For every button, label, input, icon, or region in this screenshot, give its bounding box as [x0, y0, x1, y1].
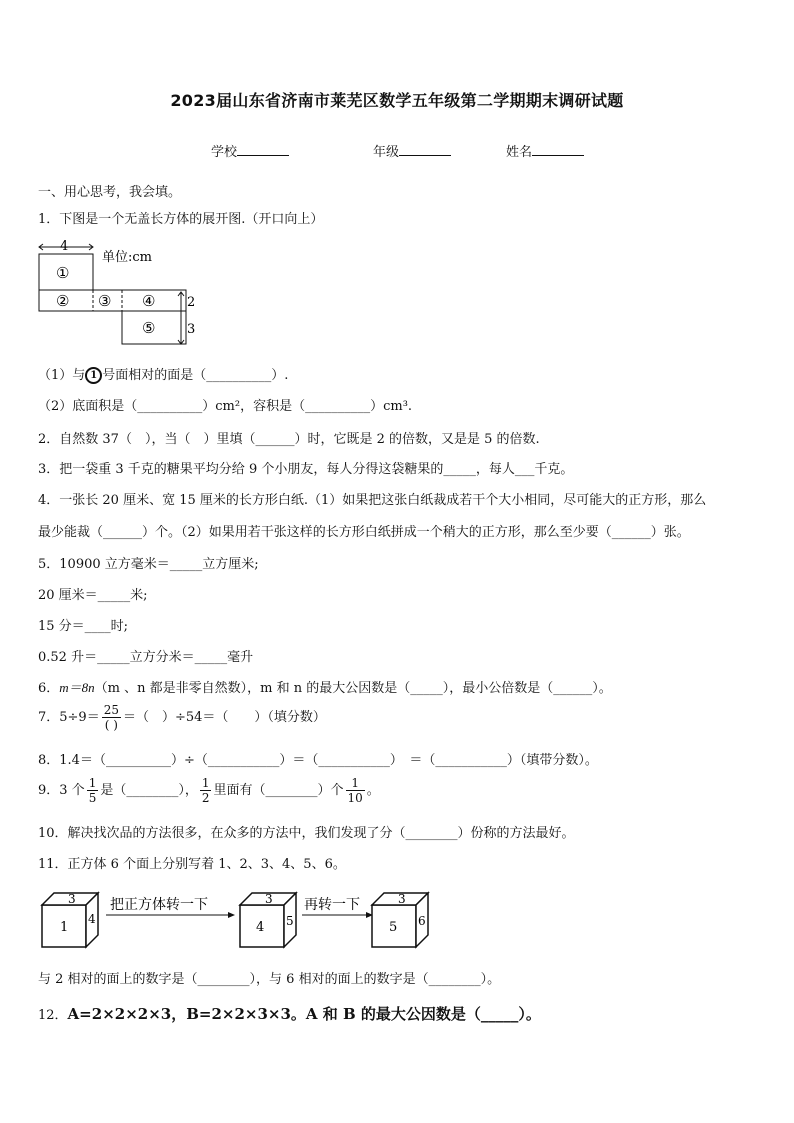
face-1-circle: 1: [85, 367, 102, 384]
q6-number: 6．: [38, 681, 60, 696]
unit-label: 单位:cm: [102, 250, 152, 265]
cube-1-top-label: 3: [68, 892, 76, 906]
question-8: 8．1.4＝（__________）÷（___________）＝（___________） ＝（___________）（填带分数）。: [38, 753, 598, 768]
arrow-2-label: 再转一下: [304, 897, 360, 913]
question-5-line-1: 5．10900 立方毫米＝_____立方厘米;: [38, 557, 259, 572]
question-5-line-4: 0.52 升＝_____立方分米＝_____毫升: [38, 650, 254, 665]
face-1-label: ①: [56, 264, 70, 282]
grade-field: [373, 141, 451, 160]
face-3-label: ③: [98, 292, 112, 310]
dim-3-label: 3: [187, 322, 196, 337]
question-1: 1．下图是一个无盖长方体的展开图.（开口向上）: [38, 212, 324, 227]
arrow-2: [302, 897, 373, 918]
q9-text-2: 里面有（________）个: [213, 783, 344, 798]
q7-text: ＝（ ）÷54＝（ ）（填分数）: [123, 710, 326, 725]
q9-fraction-3: [346, 776, 365, 805]
q1-sub1-prefix: （1）与: [38, 368, 86, 383]
question-1-part-1: [38, 364, 288, 384]
cube-3-top-label: 3: [398, 892, 406, 906]
q9-f1-numerator: 1: [88, 776, 97, 790]
question-6: [38, 677, 612, 696]
q9-f3-numerator: 1: [346, 776, 365, 791]
q9-f2-denominator: 2: [201, 791, 210, 805]
q9-end: 。: [366, 783, 380, 798]
grade-label: 年级: [373, 145, 400, 160]
grade-blank[interactable]: [399, 143, 451, 156]
q9-f3-denominator: 10: [347, 791, 363, 805]
q9-fraction-1: [87, 776, 99, 805]
name-label: 姓名: [506, 145, 533, 160]
face-2-label: ②: [56, 292, 70, 310]
q1-sub1-text: 号面相对的面是（__________）.: [102, 368, 289, 383]
question-11: 11．正方体 6 个面上分别写着 1、2、3、4、5、6。: [38, 857, 346, 872]
question-4-line-1: 4．一张长 20 厘米、宽 15 厘米的长方形白纸.（1）如果把这张白纸裁成若干个大小相同，尽可能大的正方形，那么: [38, 493, 707, 508]
cube-3-side-label: 6: [418, 914, 426, 928]
section-heading: 一、用心思考，我会填。: [38, 185, 182, 200]
question-7: [38, 703, 326, 732]
question-2: 2．自然数 37（ ），当（ ）里填（______）时，它既是 2 的倍数，又是是 5 的倍数.: [38, 432, 540, 447]
q7-numerator: 25: [103, 703, 119, 717]
cube-1-front-label: 1: [60, 920, 69, 935]
q12-number: 12．: [38, 1008, 68, 1023]
cube-1-side-label: 4: [88, 912, 96, 926]
q12-text: A=2×2×2×3，B=2×2×3×3。A 和 B 的最大公因数是（_____）。: [67, 1005, 541, 1023]
question-1-part-2: （2）底面积是（__________）cm²，容积是（__________）cm³.: [38, 399, 413, 414]
arrow-1: [106, 896, 235, 918]
q6-text: （m 、n 都是非零自然数），m 和 n 的最大公因数是（_____），最小公倍数是（______）。: [94, 681, 612, 696]
question-5-line-3: 15 分＝____时;: [38, 619, 129, 634]
question-4-line-2: 最少能裁（______）个。（2）如果用若干张这样的长方形白纸拼成一个稍大的正方形，那么至少要（______）张。: [38, 525, 690, 540]
dim-2-label: 2: [187, 295, 196, 310]
q7-denominator: ( ): [104, 718, 118, 732]
cube-2: [240, 892, 296, 947]
cube-1: [42, 892, 98, 947]
cube-3: [372, 892, 428, 947]
box-net-figure: [36, 238, 196, 348]
page-title: 2023届山东省济南市莱芜区数学五年级第二学期期末调研试题: [170, 91, 624, 110]
face-5-label: ⑤: [142, 319, 156, 337]
name-blank[interactable]: [532, 143, 584, 156]
q9-f1-denominator: 5: [88, 791, 97, 805]
question-3: 3．把一袋重 3 千克的糖果平均分给 9 个小朋友，每人分得这袋糖果的_____，每人___千克。: [38, 462, 574, 477]
q9-prefix: 9．3 个: [38, 783, 85, 798]
cube-2-top-label: 3: [265, 892, 273, 906]
cube-rotation-figure: [38, 885, 438, 951]
school-blank[interactable]: [237, 143, 289, 156]
q7-fraction: [102, 703, 121, 732]
question-12: [38, 1003, 541, 1024]
q6-equation: m＝8n: [59, 680, 95, 695]
face-4-label: ④: [142, 292, 156, 310]
arrow-1-label: 把正方体转一下: [110, 897, 208, 913]
q9-fraction-2: [200, 776, 212, 805]
cube-3-front-label: 5: [389, 920, 398, 935]
q9-text-1: 是（________），: [100, 783, 198, 798]
dim-top-label: 4: [60, 239, 69, 254]
question-5-line-2: 20 厘米＝_____米;: [38, 588, 148, 603]
q7-prefix: 7．5÷9＝: [38, 710, 100, 725]
q9-f2-numerator: 1: [201, 776, 210, 790]
cube-2-side-label: 5: [286, 914, 294, 928]
school-label: 学校: [211, 145, 238, 160]
question-11-answer: 与 2 相对的面上的数字是（________），与 6 相对的面上的数字是（________）。: [38, 972, 501, 987]
question-9: [38, 776, 380, 805]
name-field: [506, 141, 584, 160]
question-10: 10．解决找次品的方法很多，在众多的方法中，我们发现了分（________）份称的方法最好。: [38, 826, 575, 841]
school-field: [211, 141, 289, 160]
cube-2-front-label: 4: [256, 920, 265, 935]
